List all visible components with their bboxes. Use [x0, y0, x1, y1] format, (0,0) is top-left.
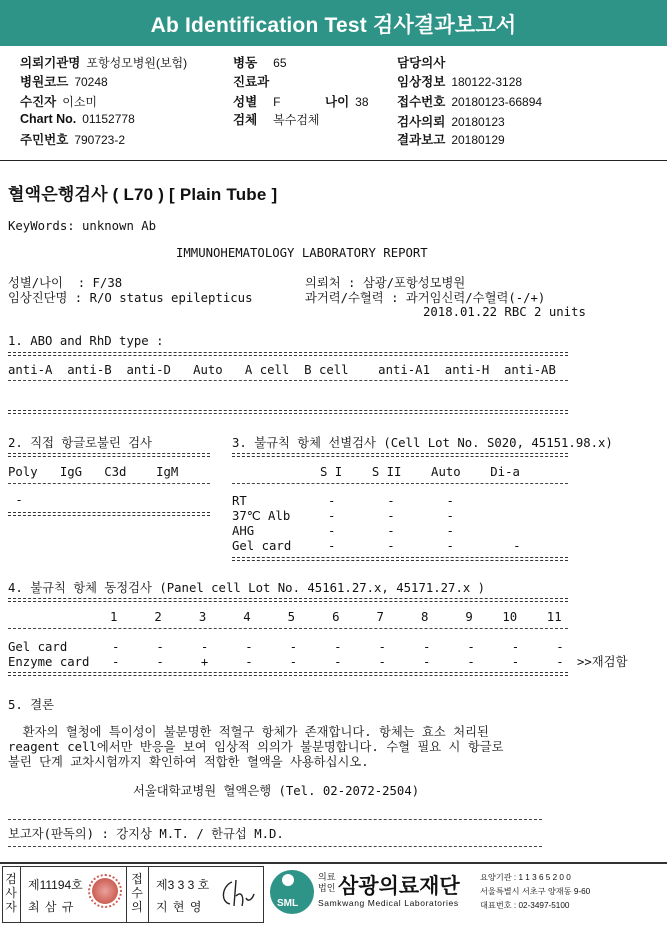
info-ward: 병동 65: [233, 56, 287, 70]
sex-age: 성별/나이 : F/38: [8, 276, 123, 290]
section4-rule-mid: [8, 628, 568, 629]
section2-rule-bottom: [8, 512, 210, 516]
info-clinical-info: 임상정보 180122-3128: [397, 75, 523, 89]
info-specimen: 검체 복수검체: [233, 113, 320, 127]
section3-row-values: - - -: [328, 524, 454, 538]
section4-title: 4. 불규칙 항체 동정검사 (Panel cell Lot No. 45161.27.x, 45171.27.x ): [8, 581, 486, 595]
sml-logo-text: SML: [277, 898, 299, 909]
section2-title: 2. 직접 항글로불린 검사: [8, 436, 152, 450]
receiver-license: 제3 3 3 호: [156, 878, 210, 892]
info-resident-no: 주민번호 790723-2: [20, 133, 126, 147]
transfusion-history: 과거력/수혈력 : 과거임신력/수혈력(-/+): [305, 291, 546, 305]
section4-rule-bottom: [8, 672, 568, 676]
section2-header: Poly IgG C3d IgM: [8, 465, 179, 479]
section4-gel-values: - - - - - - - - - - -: [112, 640, 564, 654]
org-phone: 대표번호 : 02-3497-5100: [480, 901, 570, 910]
report-header-title: Ab Identification Test 검사결과보고서: [150, 14, 517, 37]
inspector-license: 제11194호: [28, 878, 83, 892]
reporter: 보고자(판독의) : 강지상 M.T. / 한규섭 M.D.: [8, 827, 284, 841]
section2-value: -: [8, 493, 23, 507]
section4-header: 1 2 3 4 5 6 7 8 9 10 11: [110, 610, 562, 624]
org-english-name: Samkwang Medical Laboratories: [318, 898, 459, 908]
section1-header: anti-A anti-B anti-D Auto A cell B cell anti-A1 anti-H anti-AB: [8, 363, 556, 377]
inspector-label: 검사자: [5, 872, 17, 914]
footer-divider: [0, 862, 667, 864]
info-receipt-no: 접수번호 20180123-66894: [397, 95, 543, 109]
org-type-2: 법인: [318, 883, 336, 893]
seal-stamp-icon: [88, 874, 122, 908]
section3-row-label: Gel card: [232, 539, 292, 553]
signature-icon: [218, 876, 256, 910]
section1-title: 1. ABO and RhD type :: [8, 334, 164, 348]
section3-rule-bottom: [232, 557, 568, 561]
info-patient-name: 수진자 이소미: [20, 95, 98, 109]
section3-title: 3. 불규칙 항체 선별검사 (Cell Lot No. S020, 45151.98.x): [232, 436, 613, 450]
section3-rule-mid: [232, 483, 568, 484]
info-report-date: 결과보고 20180129: [397, 133, 505, 147]
conclusion-line-1: 환자의 혈청에 특이성이 불분명한 적혈구 항체가 존재합니다. 항체는 효소 처리된: [8, 725, 489, 739]
info-chart-no: Chart No. 01152778: [20, 112, 135, 126]
section2-rule-mid: [8, 483, 210, 484]
report-header: [0, 0, 667, 46]
info-age: 나이 38: [325, 95, 369, 109]
section3-row-label: 37℃ Alb: [232, 509, 291, 523]
section3-row-label: RT: [232, 494, 247, 508]
reporter-rule-top: [8, 819, 542, 820]
section3-row-values: - - - -: [328, 539, 521, 553]
keywords: KeyWords: unknown Ab: [8, 219, 157, 233]
section1-rule-top: [8, 352, 568, 356]
section4-enzyme-label: Enzyme card: [8, 655, 90, 669]
section4-rule-top: [8, 598, 568, 602]
section1-rule-mid: [8, 380, 568, 381]
section5-title: 5. 결론: [8, 698, 54, 712]
sml-logo-dot: [282, 874, 294, 886]
section4-enzyme-values: - - + - - - - - - - -: [112, 655, 564, 669]
section2-rule-top: [8, 453, 210, 457]
info-request-date: 검사의뢰 20180123: [397, 115, 505, 129]
section3-row-values: - - -: [328, 494, 454, 508]
org-name: 삼광의료재단: [338, 875, 460, 898]
transfusion-detail: 2018.01.22 RBC 2 units: [423, 305, 586, 319]
section3-header: S I S II Auto Di-a: [320, 465, 520, 479]
inspector-name: 최 삼 규: [28, 900, 75, 914]
info-requesting-org: 의뢰기관명 포항성모병원(보험): [20, 56, 188, 70]
receiver-label: 접수의: [131, 872, 143, 914]
section3-rule-top: [232, 453, 568, 457]
signature-divider: [126, 866, 127, 923]
requester: 의뢰처 : 삼광/포항성모병원: [305, 276, 466, 290]
info-hospital-code: 병원코드 70248: [20, 75, 108, 89]
section4-gel-label: Gel card: [8, 640, 68, 654]
info-doctor: 담당의사: [397, 56, 446, 70]
reporter-rule-bottom: [8, 846, 542, 847]
clinical-diagnosis: 임상진단명 : R/O status epilepticus: [8, 291, 253, 305]
header-divider: [0, 160, 667, 161]
signature-divider: [20, 866, 21, 923]
retest-note: >>재검함: [577, 655, 628, 669]
info-sex: 성별 F: [233, 95, 281, 109]
signature-divider: [148, 866, 149, 923]
lab-report-title: IMMUNOHEMATOLOGY LABORATORY REPORT: [176, 246, 428, 260]
conclusion-line-2: reagent cell에서만 반응을 보여 임상적 의의가 불분명합니다. 수혈 필요 시 항글로: [8, 740, 504, 754]
info-department: 진료과: [233, 75, 270, 89]
conclusion-line-3: 불린 단계 교차시험까지 확인하여 적합한 혈액을 사용하십시오.: [8, 755, 369, 769]
section3-row-values: - - -: [328, 509, 454, 523]
org-type-1: 의료: [318, 872, 336, 882]
org-address: 서울특별시 서초구 양재동 9-60: [480, 887, 591, 896]
blood-bank-signature: 서울대학교병원 혈액은행 (Tel. 02-2072-2504): [133, 784, 420, 798]
org-institution-code: 요양기관 : 1 1 3 6 5 2 0 0: [480, 873, 571, 882]
receiver-name: 지 현 영: [156, 900, 203, 914]
report-title: 혈액은행검사 ( L70 ) [ Plain Tube ]: [8, 185, 278, 204]
section3-row-label: AHG: [232, 524, 255, 538]
section1-rule-bottom: [8, 410, 568, 414]
